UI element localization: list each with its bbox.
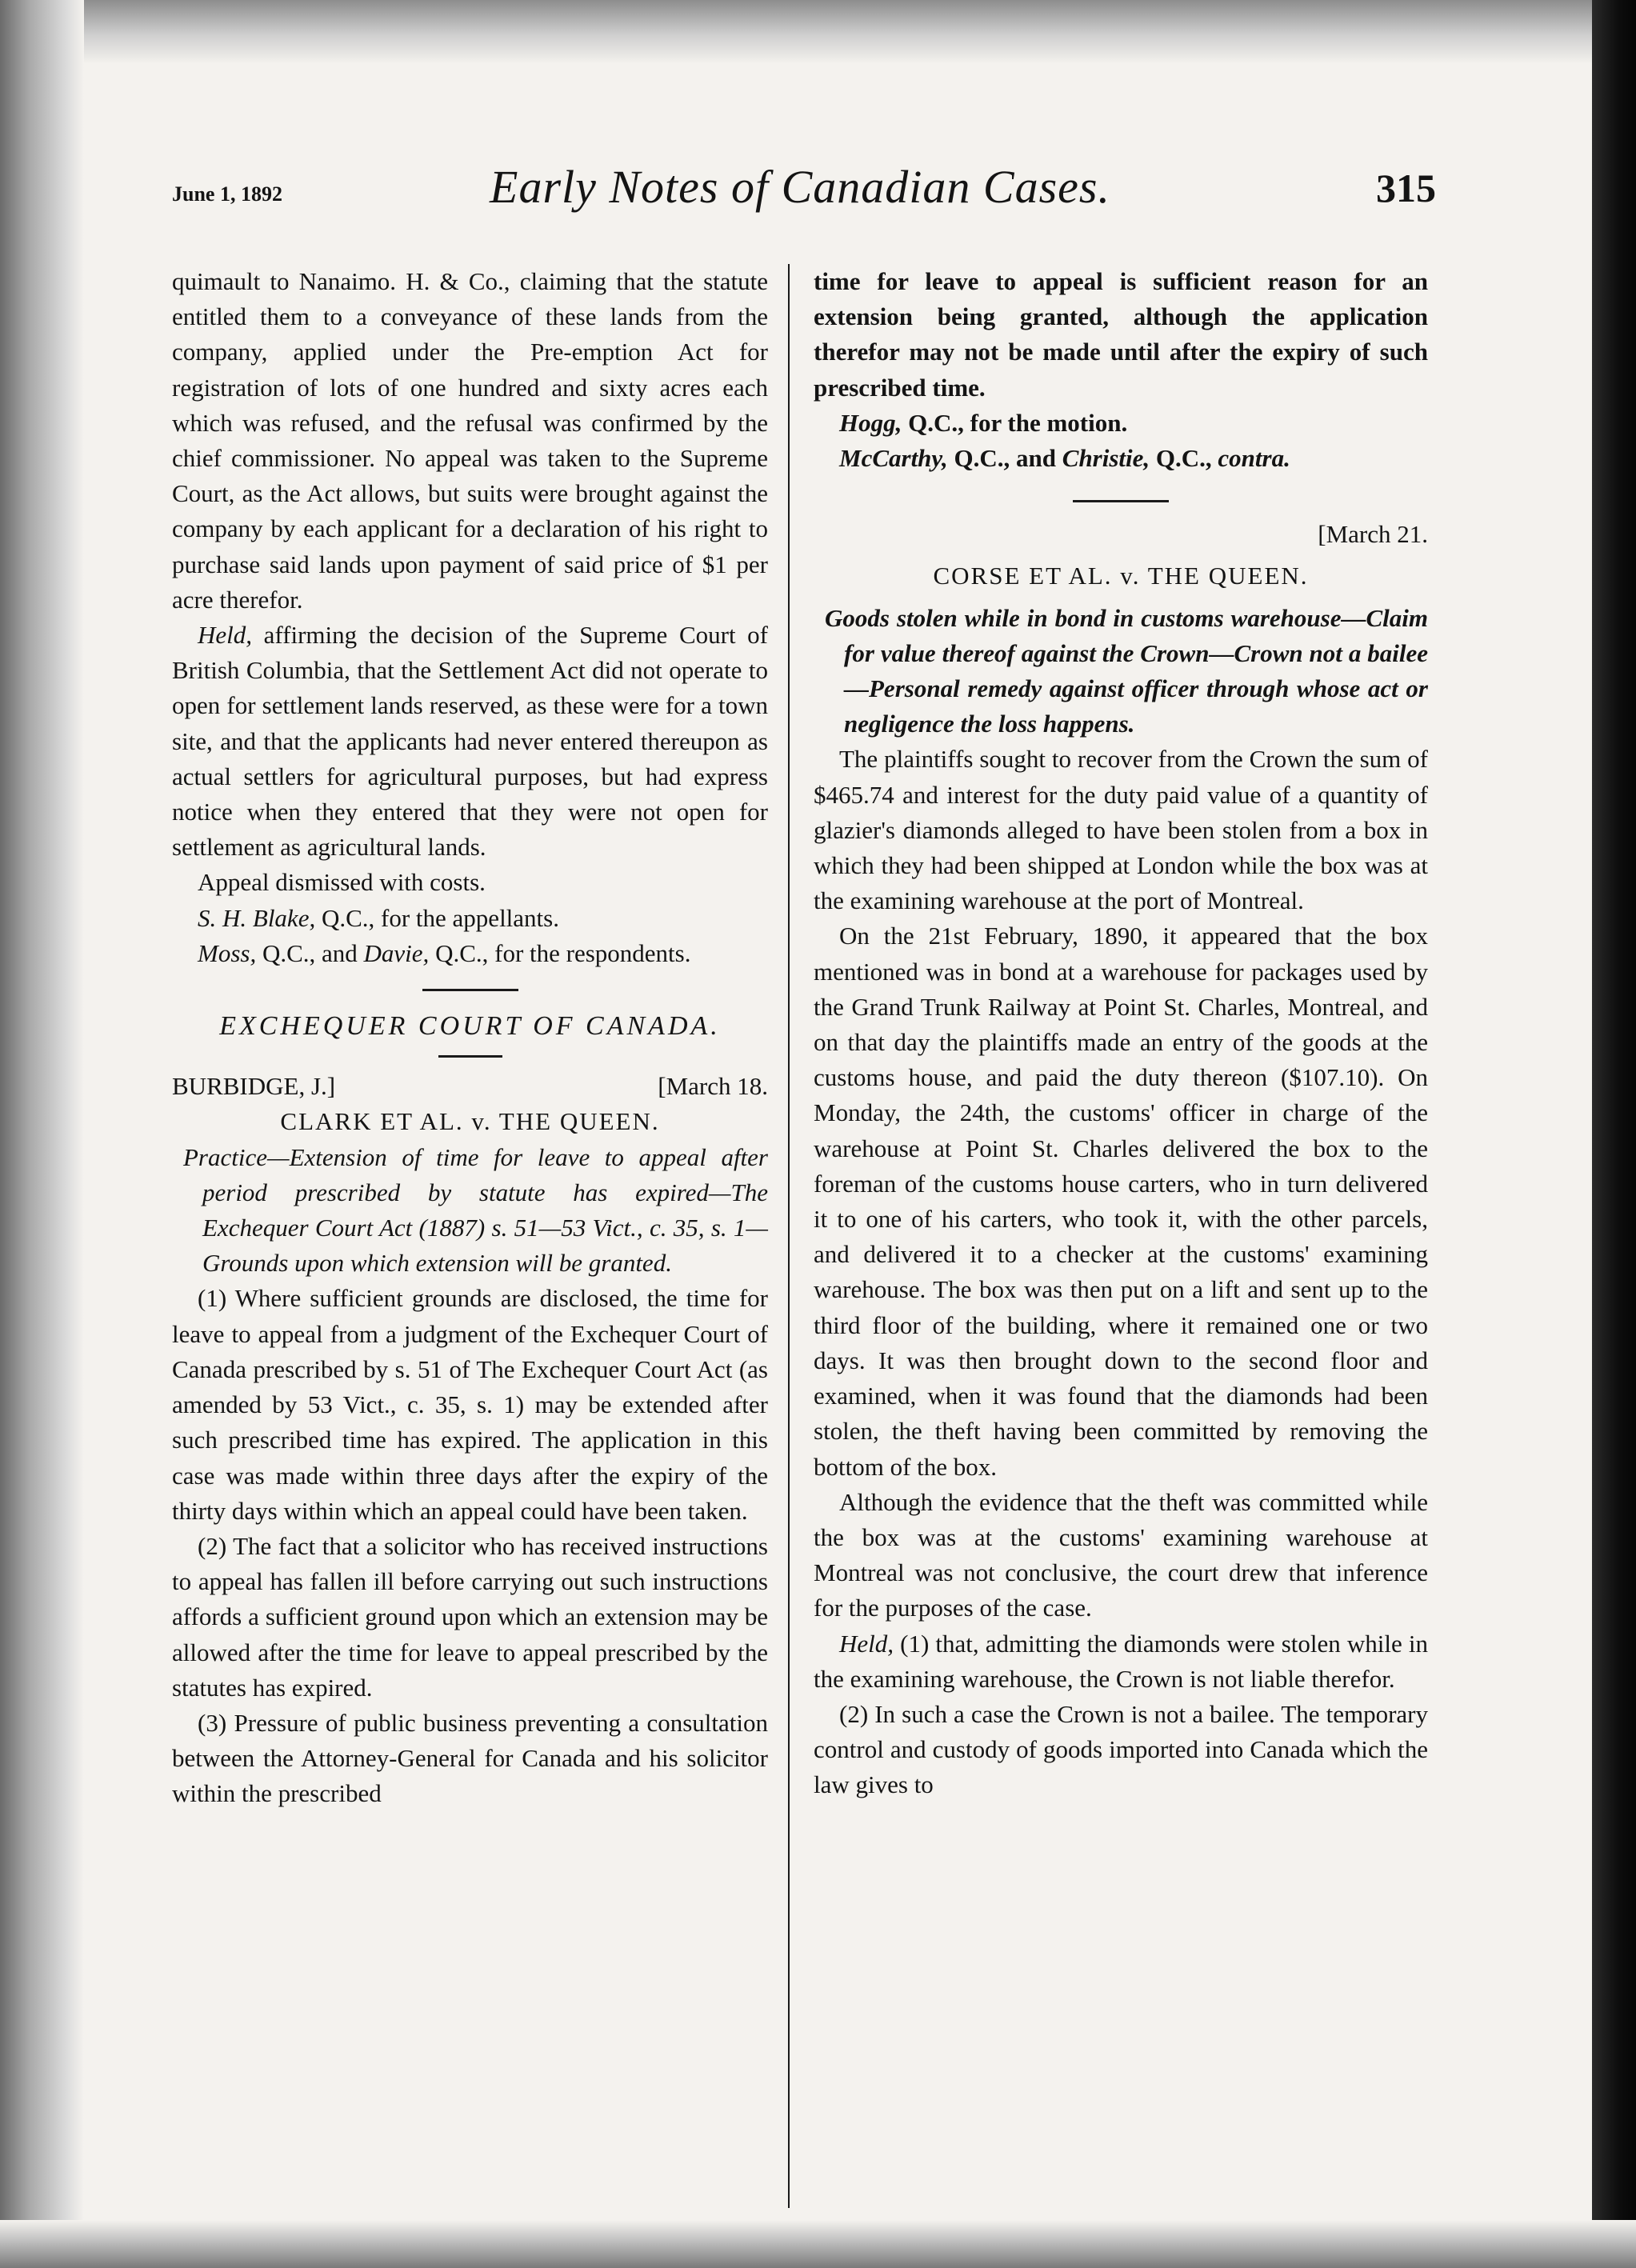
held-text: (1) that, admitting the diamonds were stolen while in the examining warehouse, the Crown is not liable therefor. xyxy=(814,1629,1428,1693)
right-paragraph-2: The plaintiffs sought to recover from the Crown the sum of $465.74 and interest for the duty paid value of a quantity of glazier's diamonds alleged to have been stolen from a box in which they had been shipped at London while the box was at the examining warehouse at the port of Montreal. xyxy=(814,745,1428,915)
right-paragraph-3: On the 21st February, 1890, it appeared that the box mentioned was in bond at a warehouse for packages used by the Grand Trunk Railway at Point St. Charles, Montreal, and on that day the plaintiffs made an entry of the goods at the customs house, and paid the duty thereon ($107.10). On Monday, the 24th, the customs' officer in charge of the warehouse at Point St. Charles delivered the box to the foreman of the customs house carters, who in turn delivered it to one of his carters, who took it, with the other parcels, and delivered it to a checker at the customs' examining warehouse. The box was then put on a lift and sent up to the third floor of the building, where it remained one or two days. It was then brought down to the second floor and examined, when it was found that the diamonds had been stolen, the theft having been committed by removing the bottom of the box. xyxy=(814,922,1428,1481)
right-paragraph-4: Although the evidence that the theft was committed while the box was at the customs' examining warehouse at Montreal was not conclusive, the court drew that inference for the purposes of the case. xyxy=(814,1487,1428,1622)
case-title: CORSE ET AL. v. THE QUEEN. xyxy=(933,562,1309,590)
running-header xyxy=(172,152,1436,224)
counsel-text: Q.C., and xyxy=(256,938,364,967)
appeal-dismissed: Appeal dismissed with costs. xyxy=(198,868,486,897)
counsel-text: Q.C., for the respondents. xyxy=(429,938,691,967)
left-held-paragraph xyxy=(172,618,768,865)
headnote: Goods stolen while in bond in customs warehouse—Claim for value thereof against the Crown—Crown not a bailee—Personal remedy against officer through whose act or negligence the loss happens. xyxy=(825,603,1428,738)
left-paragraph-1: quimault to Nanaimo. H. & Co., claiming that the statute entitled them to a conveyance of these lands from the company, applied under the Pre-emption Act for registration of lots of one hundred and sixty acres each which was refused, and the refusal was confirmed by the chief commissioner. No appeal was taken to the Supreme Court, as the Act allows, but suits were brought against the company by each applicant for a declaration of his right to purchase said lands upon payment of said price of $1 per acre therefor. xyxy=(172,267,768,614)
column-divider xyxy=(788,264,790,2208)
scan-edge-bottom xyxy=(0,2220,1636,2268)
counsel-text: Q.C., xyxy=(1150,444,1218,473)
counsel-respondents xyxy=(172,936,768,971)
counsel-contra xyxy=(814,441,1428,476)
held-label: Held, xyxy=(839,1629,894,1658)
holding-point-3: (3) Pressure of public business preventing a consultation between the Attorney-General for Canada and his solicitor within the prescribed xyxy=(172,1708,768,1808)
section-rule xyxy=(438,1055,502,1058)
holding-point-2: (2) The fact that a solicitor who has received instructions to appeal has fallen ill before carrying out such instructions affords a sufficient ground upon which an extension may be allowed after the time for leave to appeal prescribed by the statutes has expired. xyxy=(172,1531,768,1702)
scan-edge-left xyxy=(0,0,84,2268)
header-title: Early Notes of Canadian Cases. xyxy=(490,161,1110,213)
headnote: Practice—Extension of time for leave to appeal after period prescribed by statute has expired—The Exchequer Court Act (1887) s. 51—53 Vict., c. 35, s. 1—Grounds upon which extension will be granted. xyxy=(183,1142,768,1278)
counsel-name: McCarthy, xyxy=(839,444,948,473)
scan-edge-right xyxy=(1592,0,1636,2268)
right-held-paragraph xyxy=(814,1626,1428,1697)
held-label: Held, xyxy=(198,621,253,650)
judge-name: BURBIDGE, J.] xyxy=(172,1072,336,1101)
judge-date-row xyxy=(172,1069,768,1104)
right-paragraph-1: time for leave to appeal is sufficient reason for an extension being granted, although the application therefor may not be made until after the expiry of such prescribed time. xyxy=(814,267,1428,402)
left-column xyxy=(172,264,768,1812)
holding-point-1: (1) Where sufficient grounds are disclosed, the time for leave to appeal from a judgment of the Exchequer Court of Canada prescribed by s. 51 of The Exchequer Court Act (as amended by 53 Vict., c. 35, s. 1) may be extended after such prescribed time has expired. The application in this case was made within three days after the expiry of the thirty days within which an appeal could have been taken. xyxy=(172,1284,768,1525)
counsel-name: Christie, xyxy=(1062,444,1150,473)
counsel-text: Q.C., for the motion. xyxy=(902,408,1128,437)
section-rule xyxy=(422,989,518,991)
counsel-text: Q.C., for the appellants. xyxy=(315,903,559,932)
counsel-name: S. H. Blake, xyxy=(198,903,316,932)
right-column xyxy=(814,264,1428,1803)
holding-point-2: (2) In such a case the Crown is not a bailee. The temporary control and custody of goods imported into Canada which the law gives to xyxy=(814,1699,1428,1799)
header-date: June 1, 1892 xyxy=(172,182,282,206)
counsel-motion xyxy=(814,406,1428,441)
case-title: CLARK ET AL. v. THE QUEEN. xyxy=(280,1107,660,1136)
held-text: affirming the decision of the Supreme Court of British Columbia, that the Settlement Act did not operate to open for settlement lands reserved, as these were for a town site, and that the applicants had never entered thereupon as actual settlers for agricultural purposes, but had express notice when they entered that they were not open for settlement as agricultural lands. xyxy=(172,621,768,862)
counsel-appellants xyxy=(172,901,768,936)
counsel-name: Hogg, xyxy=(839,408,902,437)
case-date: [March 21. xyxy=(1318,520,1428,549)
case-date: [March 18. xyxy=(658,1072,768,1101)
court-heading: EXCHEQUER COURT OF CANADA. xyxy=(219,1011,721,1042)
scan-edge-top xyxy=(0,0,1636,64)
counsel-name: Moss, xyxy=(198,938,257,967)
counsel-contra-word: contra. xyxy=(1218,444,1290,473)
counsel-name: Davie, xyxy=(363,938,430,967)
page-number: 315 xyxy=(1376,166,1436,210)
section-rule xyxy=(1073,500,1169,502)
counsel-text: Q.C., and xyxy=(947,444,1062,473)
